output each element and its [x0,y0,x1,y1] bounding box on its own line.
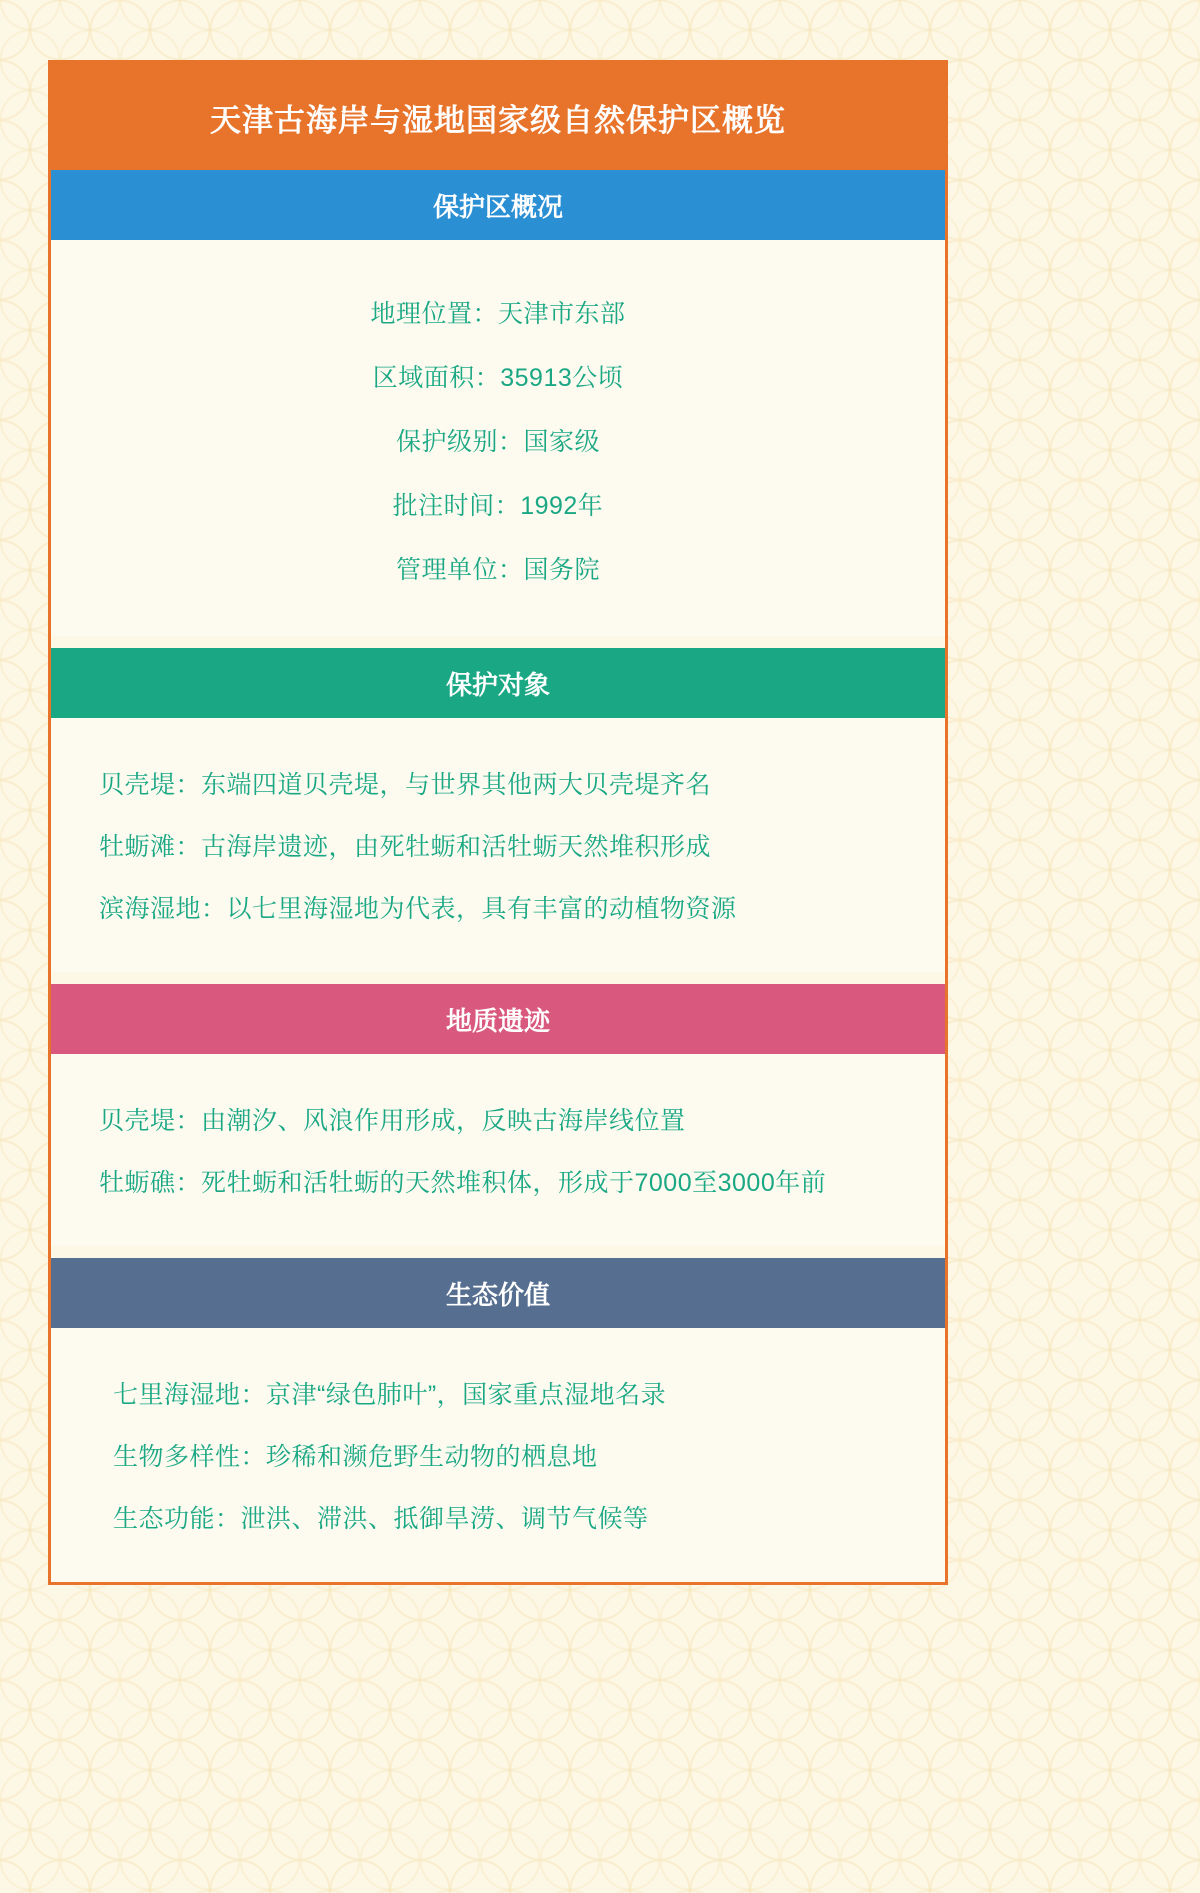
list-item: 生物多样性：珍稀和濒危野生动物的栖息地 [113,1443,598,1471]
section-header-ecology: 生态价值 [51,1258,945,1328]
overview-value: 国家级 [523,428,601,456]
overview-label: 管理单位： [395,556,524,584]
overview-value: 国务院 [523,556,601,584]
list-item: 生态功能：泄洪、滞洪、抵御旱涝、调节气候等 [113,1505,649,1533]
overview-value: 天津市东部 [498,300,626,328]
list-item: 七里海湿地：京津“绿色肺叶”，国家重点湿地名录 [113,1381,667,1409]
list-item: 滨海湿地：以七里海湿地为代表，具有丰富的动植物资源 [99,895,737,923]
overview-row [51,280,945,344]
section-divider [51,1246,945,1258]
overview-row [51,536,945,600]
overview-label: 批注时间： [392,492,521,520]
overview-label: 地理位置： [370,300,498,328]
overview-row [51,344,945,408]
list-item: 牡蛎礁：死牡蛎和活牡蛎的天然堆积体，形成于7000至3000年前 [99,1169,827,1197]
list-item: 贝壳堤：东端四道贝壳堤，与世界其他两大贝壳堤齐名 [99,771,712,799]
section-body-ecology [51,1328,945,1582]
section-header-overview: 保护区概况 [51,170,945,240]
overview-label: 保护级别： [395,428,524,456]
overview-row [51,472,945,536]
section-body-overview [51,240,945,636]
section-divider [51,636,945,648]
section-header-geology: 地质遗迹 [51,984,945,1054]
overview-value: 1992年 [520,492,604,520]
list-item: 贝壳堤：由潮汐、风浪作用形成，反映古海岸线位置 [99,1107,686,1135]
section-body-objects [51,718,945,972]
list-item: 牡蛎滩：古海岸遗迹，由死牡蛎和活牡蛎天然堆积形成 [99,833,712,861]
overview-value: 35913公顷 [500,364,624,392]
page-title-text: 天津古海岸与湿地国家级自然保护区概览 [210,103,786,138]
overview-label: 区域面积： [372,364,501,392]
poster-card [48,60,948,1585]
overview-row [51,408,945,472]
section-body-geology [51,1054,945,1246]
page-title [51,63,945,170]
section-header-objects: 保护对象 [51,648,945,718]
section-divider [51,972,945,984]
